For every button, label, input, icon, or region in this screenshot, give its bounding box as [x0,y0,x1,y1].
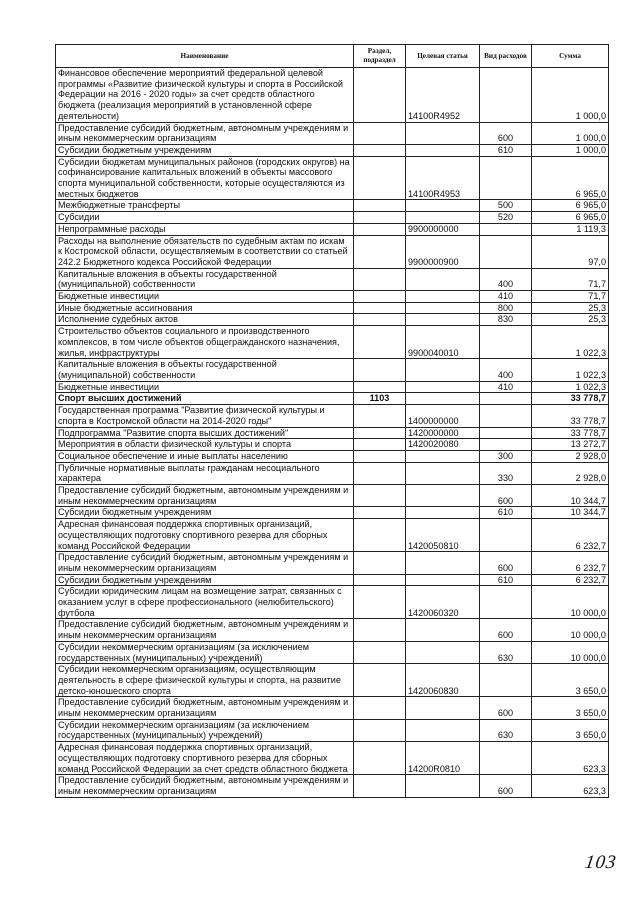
row-expense [480,742,532,775]
row-name: Субсидии некоммерческим организациям, осуществляющим деятельность в сфере физической культуры и спорта, на развитие детско-юношеского спорта [56,664,354,697]
row-target: 9900000000 [406,223,480,235]
row-sum: 10 000,0 [532,586,609,619]
row-target [406,393,480,405]
row-sum: 1 000,0 [532,68,609,123]
table-row [56,450,609,462]
table-row [56,664,609,697]
row-target [406,574,480,586]
table-row [56,641,609,663]
header-sum: Сумма [532,45,609,68]
table-row [56,485,609,507]
row-expense: 400 [480,268,532,290]
table-row [56,200,609,212]
row-name: Иные бюджетные ассигнования [56,302,354,314]
row-name: Адресная финансовая поддержка спортивных организаций, осуществляющих подготовку спортивного резерва для сборных команд Российской Федерации [56,519,354,552]
row-expense: 800 [480,302,532,314]
row-target [406,552,480,574]
row-sum: 3 650,0 [532,697,609,719]
row-target: 14100R4953 [406,156,480,200]
row-section [354,775,406,797]
row-name: Субсидии некоммерческим организациям (за исключением государственных (муниципальных) учреждений) [56,719,354,741]
row-sum: 25,3 [532,302,609,314]
row-expense: 610 [480,144,532,156]
budget-table [55,44,609,798]
row-section [354,212,406,224]
row-expense [480,427,532,439]
row-section [354,697,406,719]
table-row [56,302,609,314]
row-name: Подпрограмма "Развитие спорта высших достижений" [56,427,354,439]
row-expense [480,519,532,552]
row-expense [480,664,532,697]
table-row [56,586,609,619]
row-name: Предоставление субсидий бюджетным, автономным учреждениям и иным некоммерческим организациям [56,697,354,719]
row-target: 14200R0810 [406,742,480,775]
table-row [56,552,609,574]
row-expense: 600 [480,552,532,574]
row-expense [480,68,532,123]
table-row [56,775,609,797]
row-name: Предоставление субсидий бюджетным, автономным учреждениям и иным некоммерческим организациям [56,122,354,144]
row-section [354,462,406,484]
table-row [56,519,609,552]
row-target [406,268,480,290]
table-body [56,68,609,798]
row-target [406,212,480,224]
row-sum: 1 119,3 [532,223,609,235]
row-sum: 10 000,0 [532,641,609,663]
row-section [354,619,406,641]
header-target: Целевая статья [406,45,480,68]
table-row [56,619,609,641]
row-expense [480,405,532,427]
row-target [406,719,480,741]
row-sum: 6 232,7 [532,552,609,574]
row-name: Субсидии юридическим лицам на возмещение затрат, связанных с оказанием услуг в сфере профессионального (нелюбительского) футбола [56,586,354,619]
row-target: 1420050810 [406,519,480,552]
row-expense: 630 [480,719,532,741]
table-row [56,381,609,393]
row-expense: 410 [480,381,532,393]
row-name: Субсидии [56,212,354,224]
table-row [56,439,609,451]
row-section [354,359,406,381]
row-sum: 97,0 [532,235,609,268]
row-section [354,427,406,439]
header-name: Наименование [56,45,354,68]
row-section [354,326,406,359]
row-target [406,507,480,519]
row-target [406,619,480,641]
row-sum: 6 965,0 [532,212,609,224]
row-section [354,664,406,697]
row-name: Субсидии бюджетам муниципальных районов (городских округов) на софинансирование капитальных вложений в объекты массового спорта муниципальной собственности, которые осуществляются из местных бюджетов [56,156,354,200]
row-target: 1400000000 [406,405,480,427]
row-expense [480,156,532,200]
table-row [56,68,609,123]
row-name: Субсидии бюджетным учреждениям [56,144,354,156]
row-section [354,291,406,303]
table-row [56,144,609,156]
row-name: Спорт высших достижений [56,393,354,405]
row-name: Адресная финансовая поддержка спортивных организаций, осуществляющих подготовку спортивного резерва для сборных команд Российской Федерации за счет средств областного бюджета [56,742,354,775]
row-name: Субсидии некоммерческим организациям (за исключением государственных (муниципальных) учреждений) [56,641,354,663]
row-expense [480,393,532,405]
row-sum: 1 022,3 [532,381,609,393]
row-target: 1420060830 [406,664,480,697]
table-row [56,427,609,439]
row-sum: 10 344,7 [532,485,609,507]
table-row [56,574,609,586]
row-section [354,223,406,235]
row-target [406,314,480,326]
row-name: Субсидии бюджетным учреждениям [56,507,354,519]
row-section [354,552,406,574]
row-expense [480,586,532,619]
row-target: 14100R4952 [406,68,480,123]
row-section [354,719,406,741]
row-target [406,302,480,314]
row-name: Предоставление субсидий бюджетным, автономным учреждениям и иным некоммерческим организациям [56,485,354,507]
row-expense: 600 [480,485,532,507]
row-target [406,122,480,144]
row-section [354,68,406,123]
row-target: 9900040010 [406,326,480,359]
row-sum: 2 928,0 [532,450,609,462]
row-section [354,742,406,775]
row-expense [480,223,532,235]
row-name: Предоставление субсидий бюджетным, автономным учреждениям и иным некоммерческим организациям [56,775,354,797]
row-sum: 6 965,0 [532,156,609,200]
row-sum: 2 928,0 [532,462,609,484]
row-name: Предоставление субсидий бюджетным, автономным учреждениям и иным некоммерческим организациям [56,619,354,641]
row-section [354,144,406,156]
row-name: Субсидии бюджетным учреждениям [56,574,354,586]
table-row [56,212,609,224]
row-sum: 10 344,7 [532,507,609,519]
row-sum: 1 000,0 [532,144,609,156]
table-row [56,268,609,290]
row-expense [480,326,532,359]
row-expense: 630 [480,641,532,663]
row-target [406,641,480,663]
row-expense: 600 [480,775,532,797]
row-expense: 600 [480,122,532,144]
row-expense: 520 [480,212,532,224]
row-section: 1103 [354,393,406,405]
row-sum: 25,3 [532,314,609,326]
row-target [406,381,480,393]
row-section [354,405,406,427]
row-name: Публичные нормативные выплаты гражданам несоциального характера [56,462,354,484]
row-target [406,450,480,462]
row-name: Исполнение судебных актов [56,314,354,326]
row-section [354,235,406,268]
row-sum: 623,3 [532,742,609,775]
row-sum: 33 778,7 [532,393,609,405]
table-row [56,223,609,235]
row-section [354,268,406,290]
row-sum: 13 272,7 [532,439,609,451]
row-target [406,359,480,381]
row-target: 1420000000 [406,427,480,439]
row-name: Межбюджетные трансферты [56,200,354,212]
row-section [354,200,406,212]
row-name: Капитальные вложения в объекты государственной (муниципальной) собственности [56,359,354,381]
row-target [406,200,480,212]
row-section [354,122,406,144]
row-expense: 500 [480,200,532,212]
row-expense: 600 [480,619,532,641]
row-sum: 71,7 [532,268,609,290]
row-expense: 610 [480,574,532,586]
row-name: Расходы на выполнение обязательств по судебным актам по искам к Костромской области, осуществляемым в соответствии со статьей 242.2 Бюджетного кодекса Российской Федерации [56,235,354,268]
row-target [406,291,480,303]
header-row [56,45,609,68]
row-section [354,156,406,200]
page-number: 103 [583,852,619,873]
row-sum: 6 965,0 [532,200,609,212]
table-row [56,314,609,326]
table-row [56,156,609,200]
row-name: Строительство объектов социального и производственного комплексов, в том числе объектов общегражданского назначения, жилья, инфраструктуры [56,326,354,359]
row-section [354,450,406,462]
row-name: Непрограммные расходы [56,223,354,235]
row-name: Мероприятия в области физической культуры и спорта [56,439,354,451]
row-sum: 1 022,3 [532,326,609,359]
table-row [56,393,609,405]
row-section [354,641,406,663]
table-row [56,742,609,775]
table-row [56,462,609,484]
row-expense: 400 [480,359,532,381]
row-name: Бюджетные инвестиции [56,291,354,303]
row-name: Капитальные вложения в объекты государственной (муниципальной) собственности [56,268,354,290]
row-expense: 830 [480,314,532,326]
row-expense: 610 [480,507,532,519]
table-header [56,45,609,68]
row-target: 1420060320 [406,586,480,619]
table-row [56,405,609,427]
table-row [56,507,609,519]
row-sum: 33 778,7 [532,405,609,427]
row-section [354,314,406,326]
row-name: Предоставление субсидий бюджетным, автономным учреждениям и иным некоммерческим организациям [56,552,354,574]
row-section [354,507,406,519]
row-sum: 1 022,3 [532,359,609,381]
row-target [406,462,480,484]
row-target [406,144,480,156]
row-name: Социальное обеспечение и иные выплаты населению [56,450,354,462]
table-row [56,122,609,144]
table-row [56,697,609,719]
row-section [354,485,406,507]
row-expense: 330 [480,462,532,484]
table-row [56,235,609,268]
table-row [56,719,609,741]
row-expense: 410 [480,291,532,303]
row-name: Финансовое обеспечение мероприятий федеральной целевой программы «Развитие физической культуры и спорта в Российской Федерации на 2016 - 2020 годы» за счет средств областного бюджета (реализация мероприятий в установленной сфере деятельности) [56,68,354,123]
header-expense: Вид расходов [480,45,532,68]
row-sum: 71,7 [532,291,609,303]
row-section [354,439,406,451]
row-name: Бюджетные инвестиции [56,381,354,393]
row-section [354,381,406,393]
row-name: Государственная программа "Развитие физической культуры и спорта в Костромской области на 2014-2020 годы" [56,405,354,427]
row-sum: 33 778,7 [532,427,609,439]
row-sum: 1 000,0 [532,122,609,144]
row-sum: 6 232,7 [532,574,609,586]
row-target [406,697,480,719]
row-sum: 623,3 [532,775,609,797]
row-target: 9900000900 [406,235,480,268]
header-section: Раздел, подраздел [354,45,406,68]
row-target [406,485,480,507]
row-section [354,586,406,619]
table-row [56,326,609,359]
row-expense: 300 [480,450,532,462]
row-target [406,775,480,797]
table-row [56,359,609,381]
row-sum: 3 650,0 [532,719,609,741]
row-section [354,574,406,586]
row-expense [480,439,532,451]
row-sum: 3 650,0 [532,664,609,697]
row-expense: 600 [480,697,532,719]
row-target: 1420020080 [406,439,480,451]
row-sum: 6 232,7 [532,519,609,552]
row-section [354,519,406,552]
row-section [354,302,406,314]
row-sum: 10 000,0 [532,619,609,641]
table-row [56,291,609,303]
row-expense [480,235,532,268]
